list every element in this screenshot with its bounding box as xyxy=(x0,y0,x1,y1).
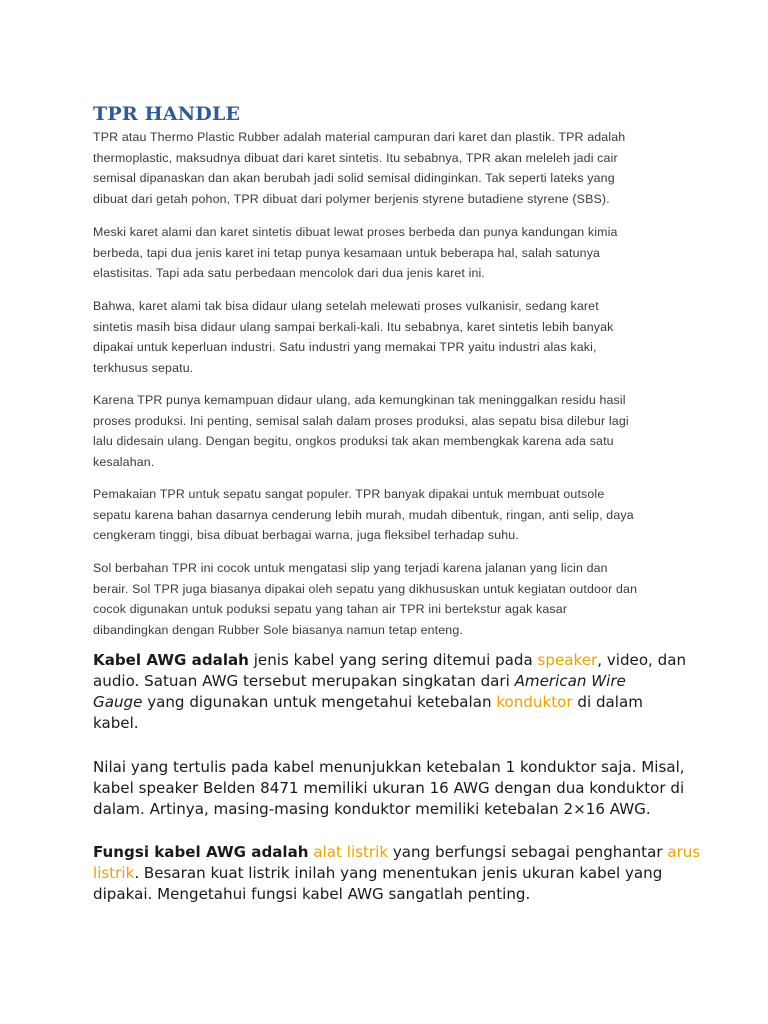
text-line: Karena TPR punya kemampuan didaur ulang, ada kemungkinan tak meninggalkan residu hasil xyxy=(93,393,626,407)
text-line: Fungsi kabel AWG adalah alat listrik yang berfungsi sebagai penghantar arus xyxy=(93,843,701,861)
text-line: Kabel AWG adalah jenis kabel yang sering ditemui pada speaker, video, dan xyxy=(93,651,687,669)
link-alat-listrik[interactable]: alat listrik xyxy=(313,843,389,861)
text-line: Meski karet alami dan karet sintetis dibuat lewat proses berbeda dan punya kandungan kimia xyxy=(93,225,618,239)
document-title: TPR HANDLE xyxy=(93,103,241,125)
tpr-paragraph xyxy=(93,558,683,640)
text-line: dibandingkan dengan Rubber Sole biasanya namun tetap enteng. xyxy=(93,622,463,637)
text-line: kabel. xyxy=(93,714,139,732)
text-line: sepatu karena bahan dasarnya cenderung lebih murah, mudah dibentuk, ringan, anti selip, daya xyxy=(93,507,634,522)
text-line: berair. Sol TPR juga biasanya dipakai oleh sepatu yang dikhususkan untuk kegiatan outdoor dan xyxy=(93,581,638,596)
text-line: kabel speaker Belden 8471 memiliki ukuran 16 AWG dengan dua konduktor di xyxy=(93,779,685,797)
text-line: Pemakaian TPR untuk sepatu sangat populer. TPR banyak dipakai untuk membuat outsole xyxy=(93,487,605,501)
text-line: berbeda, tapi dua jenis karet ini tetap punya kesamaan untuk beberapa hal, salah satunya xyxy=(93,245,601,260)
text-line: kesalahan. xyxy=(93,454,155,469)
text-line: terkhusus sepatu. xyxy=(93,360,194,375)
text-line: TPR atau Thermo Plastic Rubber adalah material campuran dari karet dan plastik. TPR adalah xyxy=(93,130,626,144)
awg-term: Kabel AWG adalah xyxy=(93,651,249,669)
text-line: Gauge yang digunakan untuk mengetahui ketebalan konduktor di dalam xyxy=(93,693,643,711)
text-line: dipakai untuk keperluan industri. Satu industri yang memakai TPR yaitu industri alas kaki, xyxy=(93,340,597,354)
text-line: sintetis masih bisa didaur ulang sampai berkali-kali. Itu sebabnya, karet sintetis lebih banyak xyxy=(93,319,614,334)
text-line: cocok digunakan untuk poduksi sepatu yang tahan air TPR ini bertekstur agak kasar xyxy=(93,602,568,616)
text-line: thermoplastic, maksudnya dibuat dari karet sintetis. Itu sebabnya, TPR akan meleleh jadi cair xyxy=(93,150,618,165)
tpr-paragraph xyxy=(93,222,683,284)
text-line: dipakai. Mengetahui fungsi kabel AWG sangatlah penting. xyxy=(93,885,531,903)
tpr-paragraph xyxy=(93,390,683,472)
text-line: cengkeram tinggi, bisa dibuat berbagai warna, juga fleksibel terhadap suhu. xyxy=(93,528,519,542)
link-arus-listrik[interactable]: arus xyxy=(667,843,701,861)
awg-function-paragraph xyxy=(93,842,701,905)
awg-example-paragraph xyxy=(93,757,683,820)
text-line: Sol berbahan TPR ini cocok untuk mengatasi slip yang terjadi karena jalanan yang licin dan xyxy=(93,561,608,575)
text-line: Nilai yang tertulis pada kabel menunjukkan ketebalan 1 konduktor saja. Misal, xyxy=(93,758,685,776)
text-line: listrik. Besaran kuat listrik inilah yang menentukan jenis ukuran kabel yang xyxy=(93,864,663,882)
link-speaker[interactable]: speaker xyxy=(537,651,598,669)
text-line: proses produksi. Ini penting, semisal salah dalam proses produksi, alas sepatu bisa dilebur lagi xyxy=(93,413,629,428)
text-line: lalu didesain ulang. Dengan begitu, ongkos produksi tak akan membengkak karena ada satu xyxy=(93,434,614,448)
text-line: dalam. Artinya, masing-masing konduktor memiliki ketebalan 2×16 AWG. xyxy=(93,800,651,818)
awg-function-term: Fungsi kabel AWG adalah xyxy=(93,843,309,861)
tpr-paragraph xyxy=(93,296,683,378)
link-konduktor[interactable]: konduktor xyxy=(496,693,573,711)
tpr-paragraph xyxy=(93,484,683,546)
text-line: dibuat dari getah pohon, TPR dibuat dari polymer berjenis styrene butadiene styrene (SBS). xyxy=(93,191,610,206)
text-line: semisal dipanaskan dan akan berubah jadi solid semisal didinginkan. Tak seperti lateks yang xyxy=(93,171,615,185)
text-line: Bahwa, karet alami tak bisa didaur ulang setelah melewati proses vulkanisir, sedang karet xyxy=(93,299,599,313)
awg-definition-paragraph xyxy=(93,650,687,734)
tpr-paragraph xyxy=(93,127,683,209)
text-line: elastisitas. Tapi ada satu perbedaan mencolok dari dua jenis karet ini. xyxy=(93,266,486,280)
text-line: audio. Satuan AWG tersebut merupakan singkatan dari American Wire xyxy=(93,672,626,690)
link-arus-listrik-cont[interactable]: listrik xyxy=(93,864,135,882)
